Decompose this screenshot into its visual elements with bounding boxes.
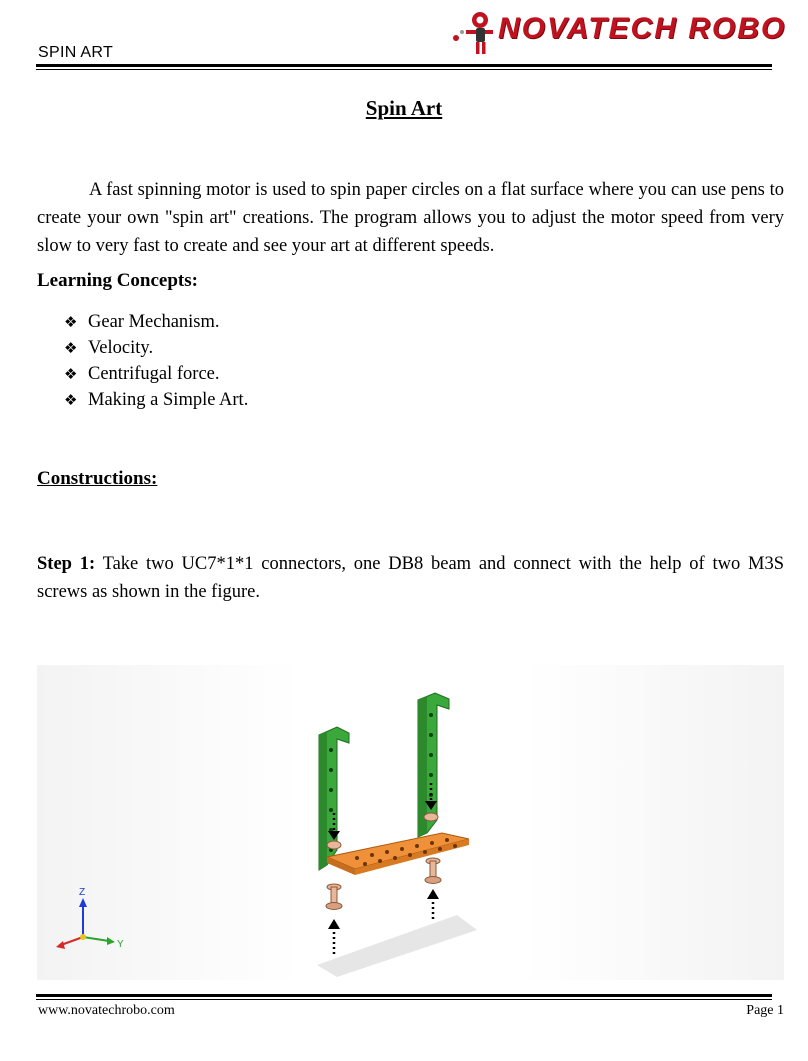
footer-rule [36,994,772,997]
diamond-bullet-icon: ❖ [64,313,78,331]
left-nut [327,841,341,849]
list-item [64,335,248,361]
concept-text: Making a Simple Art. [88,390,249,410]
intro-paragraph: A fast spinning motor is used to spin paper circles on a flat surface where you can use pens to create your own "spin art" creations. The program allows you to adjust the motor speed from very slow to very fast to create and see your art at different speeds. [37,180,784,256]
step-1-text: Take two UC7*1*1 connectors, one DB8 beam and connect with the help of two M3S screws as shown in the figure. [37,554,784,602]
right-nut [424,813,438,821]
axis-triad-icon [56,898,115,949]
axis-z-label: Z [79,887,86,898]
step-1-label: Step 1: [37,554,96,574]
list-item [64,309,248,335]
header-rule [36,64,772,67]
floor-shadow [317,915,477,977]
construction-figure [37,665,784,980]
constructions-heading: Constructions: [37,468,158,489]
concept-text: Gear Mechanism. [88,312,220,332]
diamond-bullet-icon: ❖ [64,365,78,383]
footer-page-number: Page 1 [746,1003,784,1018]
robot-mascot-icon [442,8,498,60]
learning-concepts-list [64,309,248,413]
list-item [64,387,248,413]
left-m3s-screw [326,884,342,910]
footer-rule-thin [36,999,772,1000]
arrow-head [328,919,340,929]
header-section-label: SPIN ART [38,44,114,61]
page-title: Spin Art [365,96,443,120]
step-1-paragraph [37,550,784,606]
assembly-illustration [37,665,784,980]
footer-website-link[interactable]: www.novatechrobo.com [38,1003,175,1018]
db8-beam [327,833,469,875]
diamond-bullet-icon: ❖ [64,391,78,409]
axis-y-label: Y [117,939,124,950]
learning-concepts-heading: Learning Concepts: [37,270,198,291]
arrow-head [427,889,439,899]
right-m3s-screw [425,858,441,884]
header-rule-thin [36,69,772,70]
diamond-bullet-icon: ❖ [64,339,78,357]
logo-text: NOVATECH ROBO [498,12,787,45]
list-item [64,361,248,387]
novatech-robo-logo [442,8,787,60]
concept-text: Centrifugal force. [88,364,220,384]
concept-text: Velocity. [88,338,154,358]
